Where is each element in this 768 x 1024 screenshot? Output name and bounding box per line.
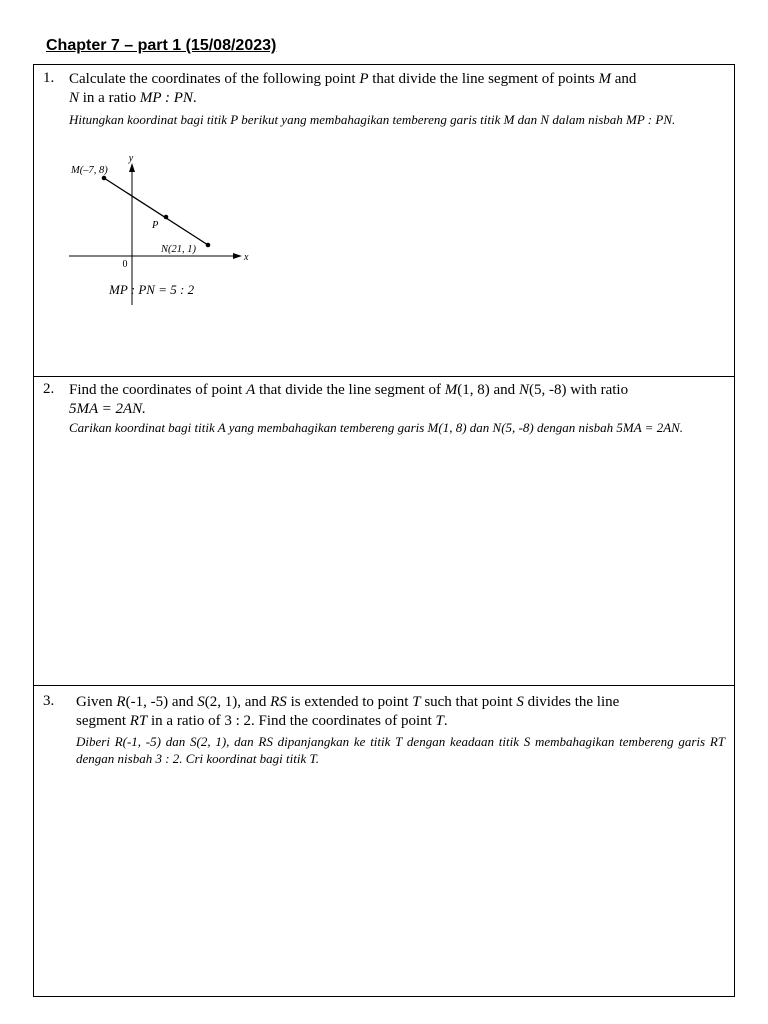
question-2-english: Find the coordinates of point A that divide the line segment of M(1, 8) and N(5, -8) with ratio 5MA = 2AN.	[69, 382, 629, 417]
question-1-malay: Hitungkan koordinat bagi titik P berikut yang membahagikan tembereng garis titik M dan N dalam nisbah MP : PN.	[69, 112, 676, 127]
question-number: 1.	[43, 70, 55, 86]
segment-mn	[104, 178, 208, 245]
label-n: N(21, 1)	[161, 244, 196, 255]
ratio-caption: MP : PN = 5 : 2	[109, 282, 195, 297]
label-p: P	[152, 220, 159, 231]
point-m	[102, 176, 107, 181]
question-1-box	[33, 64, 735, 377]
question-1-english: Calculate the coordinates of the following point P that divide the line segment of points M and N in a ratio MP : PN.	[69, 71, 637, 106]
label-m: M(–7, 8)	[71, 165, 108, 176]
point-n	[206, 243, 211, 248]
label-y: y	[128, 153, 134, 164]
question-3-malay: Diberi R(-1, -5) dan S(2, 1), dan RS dipanjangkan ke titik T dengan keadaan titik S membahagikan tembereng garis RT dengan nisbah 3 : 2. Cri koordinat bagi titik T.	[76, 734, 725, 766]
question-1-diagram	[34, 65, 274, 305]
label-x: x	[244, 252, 249, 263]
point-p	[164, 215, 169, 220]
question-2-box	[33, 376, 735, 686]
label-origin: 0	[122, 259, 128, 270]
question-number: 2.	[43, 381, 55, 397]
y-axis-arrow	[129, 163, 135, 172]
page-title: Chapter 7 – part 1 (15/08/2023)	[46, 37, 277, 54]
question-2-malay: Carikan koordinat bagi titik A yang membahagikan tembereng garis M(1, 8) dan N(5, -8) dengan nisbah 5MA = 2AN.	[69, 420, 684, 435]
x-axis-arrow	[233, 253, 242, 259]
question-3-english: Given R(-1, -5) and S(2, 1), and RS is extended to point T such that point S divides the line segment RT in a ratio of 3 : 2. Find the coordinates of point T.	[76, 694, 620, 729]
question-3-box	[33, 686, 735, 997]
question-number: 3.	[43, 693, 55, 709]
